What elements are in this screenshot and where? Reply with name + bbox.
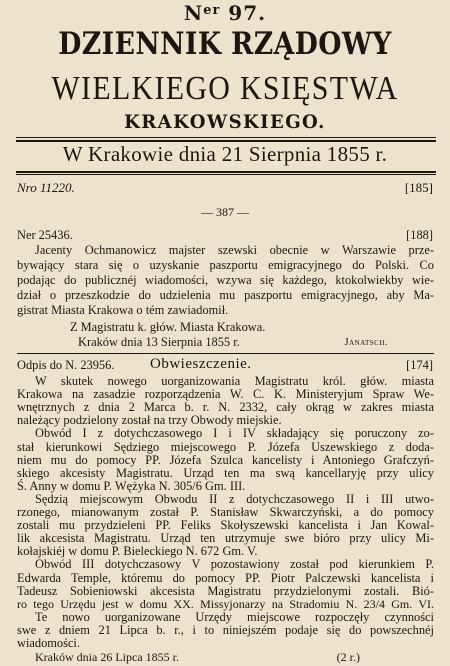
- notice2-line: skiego akcesisty Magistratu. Urząd ten ma swą kancellaryję przy ulicy: [17, 465, 434, 480]
- masthead-title-line2: WIELKIEGO KSIĘSTWA: [51, 70, 399, 107]
- notice2-line: lik akcesista Magistratu. Urząd ten utrzymuje swe bióro przy ulicy Mi-: [17, 531, 434, 546]
- notice1-line: Jacenty Ochmanowicz majster szewski obecnie w Warszawie prze-: [35, 243, 434, 257]
- notice2-line: kołajskiéj w domu P. Bieleckiego N. 672 Gm. V.: [17, 544, 258, 559]
- notice2-line: niem mu do pomocy PP. Józefa Szulca kancelisty i Antoniego Grafczyń-: [17, 452, 434, 467]
- notice2-line: W skutek nowego uorganizowania Magistratu król. głów. miasta: [35, 374, 434, 388]
- notice2-line: Krakowa na zasadzie rozporządzenia W. C. K. Ministeryjum Spraw We-: [17, 387, 434, 402]
- notice1-line: gistrat Miasta Krakowa o tém zawiadomił.: [17, 303, 229, 317]
- notice-separator: [17, 353, 434, 354]
- issue-ref: [185]: [404, 180, 433, 195]
- notice2-line: Obwód I z dotychczasowego I i IV składający się poruczony zo-: [35, 426, 434, 441]
- notice2-line: swe z dniem 21 Lipca b. r., i to niniejszém podaje się do powszechnéj: [17, 622, 434, 637]
- notice2-ref: [174]: [406, 358, 433, 372]
- issue-number: [0, 1, 450, 25]
- notice2-closing-ref: (2 r.): [336, 650, 360, 665]
- masthead-title-line1: DZIENNIK RZĄDOWY: [58, 26, 392, 62]
- notice2-line: Te nowo uorganizowane Urzędy miejscowe rozpoczęły czynności: [35, 609, 434, 624]
- issue-value: 97.: [228, 1, 267, 25]
- notice1-line: podając do publicznéj wiadomości, wzywa się każdego, ktokolwiekby wie-: [17, 273, 434, 287]
- issue-sup: er: [203, 3, 221, 18]
- notice1-sign-date: Kraków dnia 13 Sierpnia 1855 r.: [78, 335, 240, 349]
- notice2-line: zostali mu przydzieleni PP. Feliks Skołyszewski kancelista i Jan Kowal-: [17, 518, 434, 533]
- dateline-rule-thick: [16, 171, 436, 173]
- notice2-line: należący podzielony został na trzy Obwody miejskie.: [17, 413, 282, 428]
- notice2-number: Odpis do N. 23956.: [17, 358, 115, 372]
- notice2-line: stał kierunkowi Sędziego miejscowego P. Józefa Uszewskiego z doda-: [17, 439, 434, 454]
- notice1-number: Ner 25436.: [17, 228, 73, 242]
- notice2-line: Edwarda Temple, któremu do pomocy PP. Piotr Palczewski kancelista i: [17, 570, 434, 585]
- dateline-rule-thin: [16, 174, 436, 175]
- notice2-line: rzonego, mianowanym został P. Stanisław Skwarczyński, a do pomocy: [17, 505, 434, 519]
- notice1-line: dział o przeszkodzie do udzielenia mu paszportu emigracyjnego, aby Ma-: [17, 288, 434, 302]
- notice1-line: bywający stara się o uzyskanie paszportu emigracyjnego do Polski. Co: [17, 258, 434, 272]
- notice2-line: wnętrznych z dnia 2 Marca b. r. N. 2332, cały okrąg w zakres miasta: [17, 400, 434, 415]
- page-number: — 387 —: [201, 205, 249, 219]
- dateline: W Krakowie dnia 21 Sierpnia 1855 r.: [62, 142, 388, 166]
- notice2-line: Tadeusz Sobieniowski akcesista Magistratu przydzielonymi zostali. Bió-: [17, 583, 434, 598]
- notice2-title: Obwieszczenie.: [150, 356, 252, 372]
- notice2-line: Ś. Anny w domu P. Wężyka N. 305/6 Gm. III.: [17, 478, 246, 493]
- issue-prefix: N: [183, 1, 204, 25]
- notice1-sign-office: Z Magistratu k. głów. Miasta Krakowa.: [70, 320, 266, 334]
- notice1-ref: [188]: [406, 228, 433, 242]
- masthead-rule-thin: [16, 137, 436, 138]
- notice2-line: ro tego Urzędu jest w domu XX. Missyjonarzy na Stradomiu N. 23/4 Gm. VI.: [17, 596, 434, 611]
- notice2-closing: Kraków dnia 26 Lipca 1855 r.: [35, 650, 179, 665]
- notice2-line: wiadomości.: [17, 637, 80, 650]
- notice2-line: Obwód III dotychczasowy V pozostawiony został pod kierunkiem P.: [35, 557, 434, 572]
- issue-nro: Nro 11220.: [17, 180, 75, 195]
- notice1-signer: Janatsch.: [344, 337, 388, 348]
- masthead-title-line3: KRAKOWSKIEGO.: [124, 111, 326, 133]
- notice2-line: Sędzią miejscowym Obwodu II z dotychczasowego II i III utwo-: [35, 491, 434, 506]
